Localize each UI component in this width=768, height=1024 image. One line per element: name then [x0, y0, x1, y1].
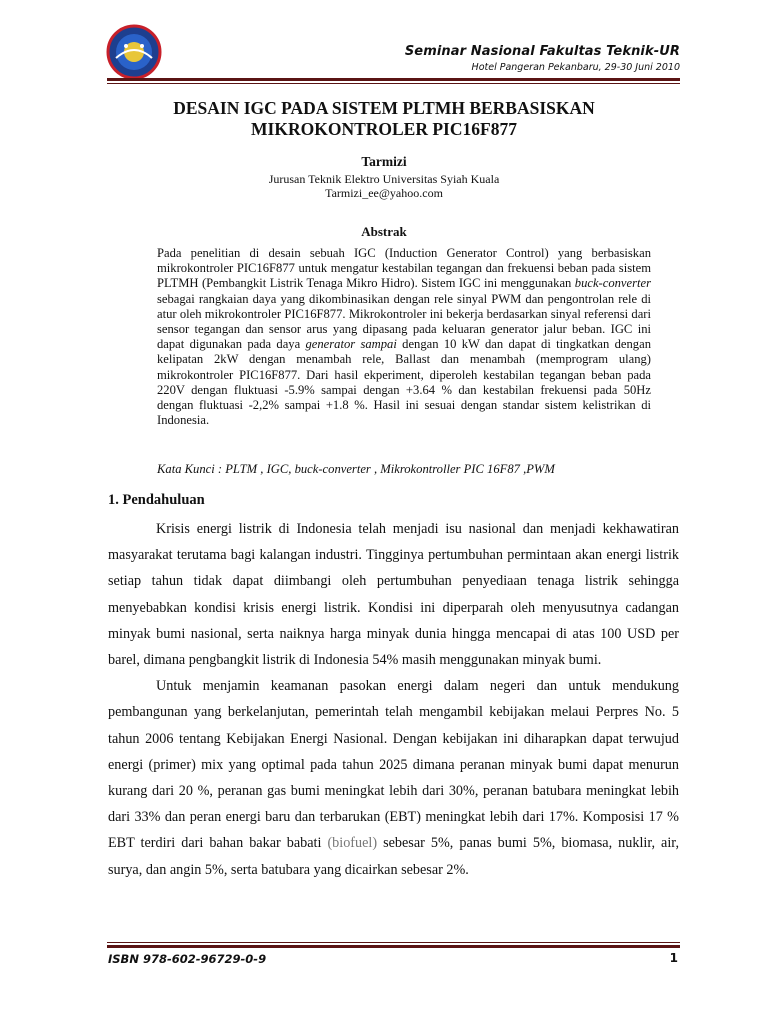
paragraph-1: Krisis energi listrik di Indonesia telah menjadi isu nasional dan menjadi kekhawatiran masyarakat terutama bagi kalangan industri. Tingginya pertumbuhan permintaan akan energi listrik setiap tahun tidak dapat diimbangi oleh pertumbuhan penyediaan tenaga listrik sehingga menyebabkan kondisi krisis energi listrik. Kondisi ini diperparah oleh menyusutnya cadangan minyak bumi nasional, serta naiknya harga minyak dunia hingga mencapai di atas 100 USD per barel, dimana pengbangkit listrik di Indonesia 54% masih menggunakan minyak bumi. — [108, 521, 679, 669]
isbn: ISBN 978-602-96729-0-9 — [108, 952, 267, 966]
seminar-venue: Hotel Pangeran Pekanbaru, 29-30 Juni 2010 — [471, 62, 680, 73]
page-number: 1 — [669, 951, 678, 965]
paragraph-2: Untuk menjamin keamanan pasokan energi dalam negeri dan untuk mendukung pembangunan yang berkelanjutan, pemerintah telah mengambil kebijakan melaui Perpres No. 5 tahun 2006 tentang Kebijakan Energi Nasional. Dengan kebijakan ini diharapkan dapat terwujud energi (primer) mix yang optimal pada tahun 2025 dimana peranan minyak bumi dapat menurun kurang dari 20 %, peranan gas bumi meningkat lebih dari 30%, peranan batubara meningkat lebih dari 33% dan peran energi baru dan terbarukan (EBT) meningkat lebih dari 17%. Komposisi 17 % EBT terdiri dari bahan bakar babati (biofuel) sebesar 5%, panas bumi 5%, biomasa, nuklir, air, surya, dan angin 5%, serta batubara yang dicairkan sebesar 2%. — [108, 678, 680, 878]
title-line-2: MIKROKONTROLER PIC16F877 — [251, 119, 517, 139]
author-email: Tarmizi_ee@yahoo.com — [325, 186, 443, 200]
title-line-1: DESAIN IGC PADA SISTEM PLTMH BERBASISKAN — [173, 98, 595, 118]
keywords: Kata Kunci : PLTM , IGC, buck-converter , Mikrokontroller PIC 16F87 ,PWM — [157, 462, 555, 476]
header-divider — [107, 78, 680, 84]
seminar-logo-icon — [106, 24, 162, 80]
section-body — [108, 516, 679, 883]
author-affiliation: Jurusan Teknik Elektro Universitas Syiah Kuala — [268, 172, 500, 186]
seminar-header — [405, 44, 680, 73]
paper-title — [100, 98, 668, 140]
author-name: Tarmizi — [361, 154, 407, 169]
seminar-name: Seminar Nasional Fakultas Teknik-UR — [404, 44, 680, 59]
abstract-heading: Abstrak — [361, 224, 407, 239]
abstract-text: Pada penelitian di desain sebuah IGC (Induction Generator Control) yang berbasiskan mikrokontroler PIC16F877 untuk mengatur kestabilan tegangan dan frekuensi beban pada sistem PLTMH (Pembangkit Listrik Tenaga Mikro Hidro). Sistem IGC ini menggunakan buck-converter sebagai rangkaian daya yang dikombinasikan dengan rele sinyal PWM dan pengontrolan rele di atur oleh mikrokontroler PIC16F877. Mikrokontroler ini bekerja berdasarkan sinyal referensi dari sensor tegangan dan sensor arus yang dipasang pada keluaran generator jalur beban. IGC ini dapat digunakan pada daya generator sampai dengan 10 kW dan dapat di tingkatkan dengan kelipatan 2kW dengan menambah rele, Ballast dan menambah (memprogram ulang) mikrokontroler PIC16F877. Dari hasil ekperiment, diperoleh kestabilan tegangan beban pada 220V dengan fluktuasi -5.9% sampai dengan +3.64 % dan kestabilan frekuensi pada 50Hz dengan fluktuasi -2,2% sampai +1.8 %. Hasil ini sesuai dengan standar sistem kelistrikan di Indonesia. — [157, 246, 651, 428]
section-heading: 1. Pendahuluan — [108, 492, 205, 508]
footer-divider — [107, 942, 680, 948]
